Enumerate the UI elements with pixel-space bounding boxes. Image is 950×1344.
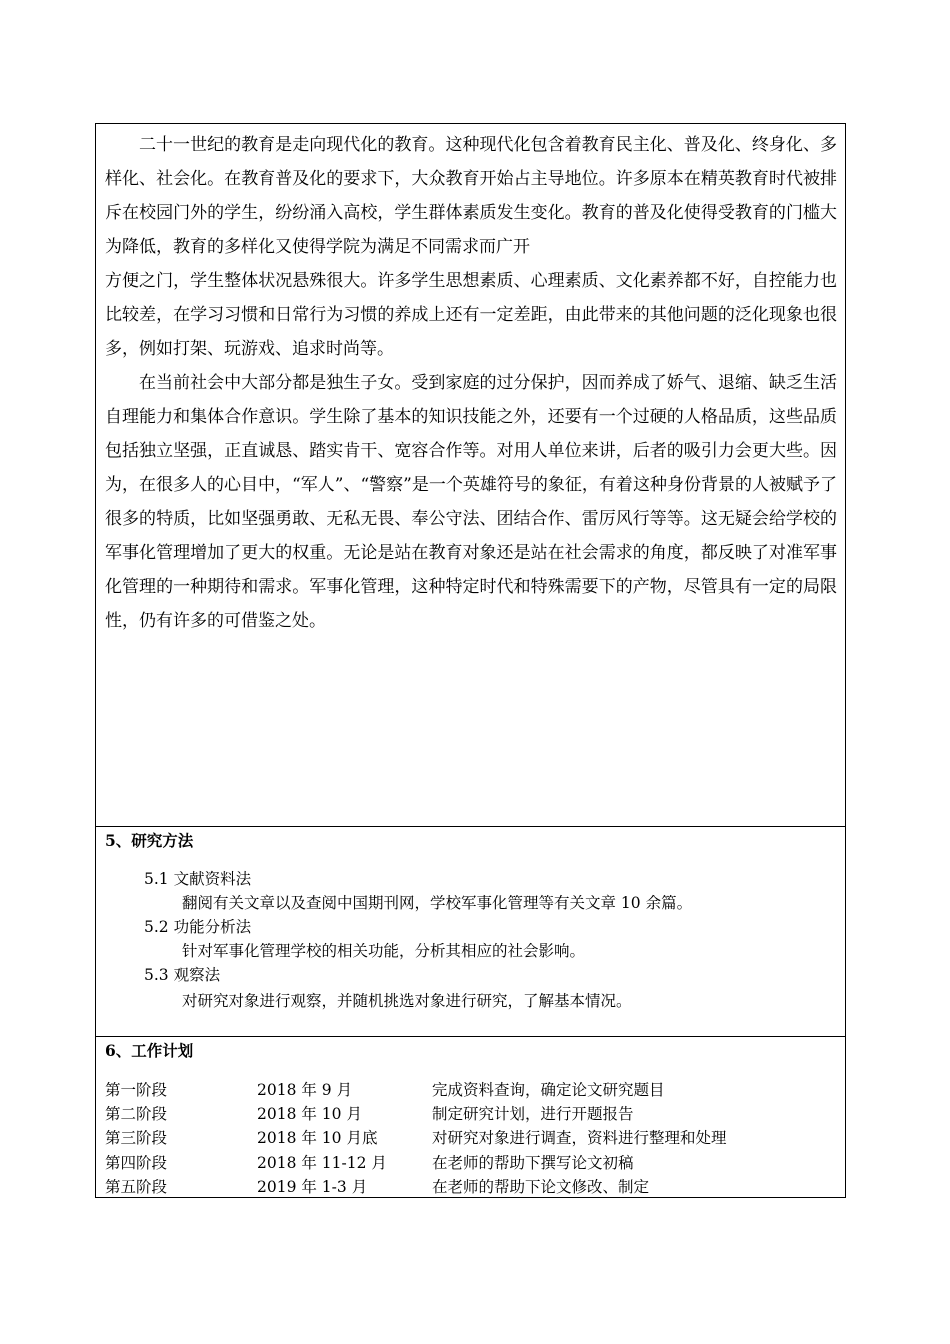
plan-time: 2018 年 10 月底	[257, 1129, 378, 1147]
plan-row	[105, 1151, 825, 1175]
background-paragraph-1: 二十一世纪的教育是走向现代化的教育。这种现代化包含着教育民主化、普及化、终身化、多样化、社会化。在教育普及化的要求下，大众教育开始占主导地位。许多原本在精英教育时代被排斥在校园门外的学生，纷纷涌入高校，学生群体素质发生变化。教育的普及化使得受教育的门槛大为降低，教育的多样化又使得学院为满足不同需求而广开	[105, 135, 837, 257]
background-paragraph-3: 在当前社会中大部分都是独生子女。受到家庭的过分保护，因而养成了娇气、退缩、缺乏生活自理能力和集体合作意识。学生除了基本的知识技能之外，还要有一个过硬的人格品质，这些品质包括独立坚强，正直诚恳、踏实肯干、宽容合作等。对用人单位来讲，后者的吸引力会更大些。因为，在很多人的心目中，“军人”、“警察”是一个英雄符号的象征，有着这种身份背景的人被赋予了很多的特质，比如坚强勇敢、无私无畏、奉公守法、团结合作、雷厉风行等等。这无疑会给学校的军事化管理增加了更大的权重。无论是站在教育对象还是站在社会需求的角度，都反映了对准军事化管理的一种期待和需求。军事化管理，这种特定时代和特殊需要下的产物，尽管具有一定的局限性，仍有许多的可借鉴之处。	[105, 373, 837, 631]
plan-task: 制定研究计划，进行开题报告	[432, 1105, 634, 1123]
methods-title: 5、研究方法	[105, 831, 194, 850]
method-heading: 5.2 功能分析法	[144, 918, 252, 936]
plan-time: 2019 年 1-3 月	[257, 1178, 368, 1196]
plan-stage: 第一阶段	[105, 1081, 168, 1099]
method-desc: 针对军事化管理学校的相关功能，分析其相应的社会影响。	[182, 942, 586, 960]
plan-row	[105, 1126, 825, 1150]
method-desc: 对研究对象进行观察，并随机挑选对象进行研究，了解基本情况。	[182, 992, 632, 1010]
plan-task: 对研究对象进行调查，资料进行整理和处理	[432, 1129, 727, 1147]
method-heading: 5.1 文献资料法	[144, 870, 252, 888]
background-paragraph-2: 方便之门，学生整体状况悬殊很大。许多学生思想素质、心理素质、文化素养都不好，自控能力也比较差，在学习习惯和日常行为习惯的养成上还有一定差距，由此带来的其他问题的泛化现象也很多，例如打架、玩游戏、追求时尚等。	[105, 271, 837, 359]
plan-task: 在老师的帮助下论文修改、制定	[432, 1178, 650, 1196]
plan-time: 2018 年 9 月	[257, 1081, 353, 1099]
plan-row	[105, 1102, 825, 1126]
section-divider	[96, 826, 845, 827]
plan-stage: 第四阶段	[105, 1154, 168, 1172]
plan-row	[105, 1175, 825, 1199]
plan-time: 2018 年 11-12 月	[257, 1154, 387, 1172]
background-section	[105, 128, 837, 638]
plan-stage: 第五阶段	[105, 1178, 168, 1196]
plan-stage: 第二阶段	[105, 1105, 168, 1123]
method-desc: 翻阅有关文章以及查阅中国期刊网，学校军事化管理等有关文章 10 余篇。	[182, 894, 693, 912]
plan-title: 6、工作计划	[105, 1041, 194, 1060]
section-divider	[96, 1036, 845, 1037]
plan-time: 2018 年 10 月	[257, 1105, 362, 1123]
report-table	[95, 123, 846, 1198]
plan-row	[105, 1078, 825, 1102]
plan-task: 完成资料查询，确定论文研究题目	[432, 1081, 665, 1099]
method-heading: 5.3 观察法	[144, 966, 221, 984]
plan-stage: 第三阶段	[105, 1129, 168, 1147]
plan-task: 在老师的帮助下撰写论文初稿	[432, 1154, 634, 1172]
